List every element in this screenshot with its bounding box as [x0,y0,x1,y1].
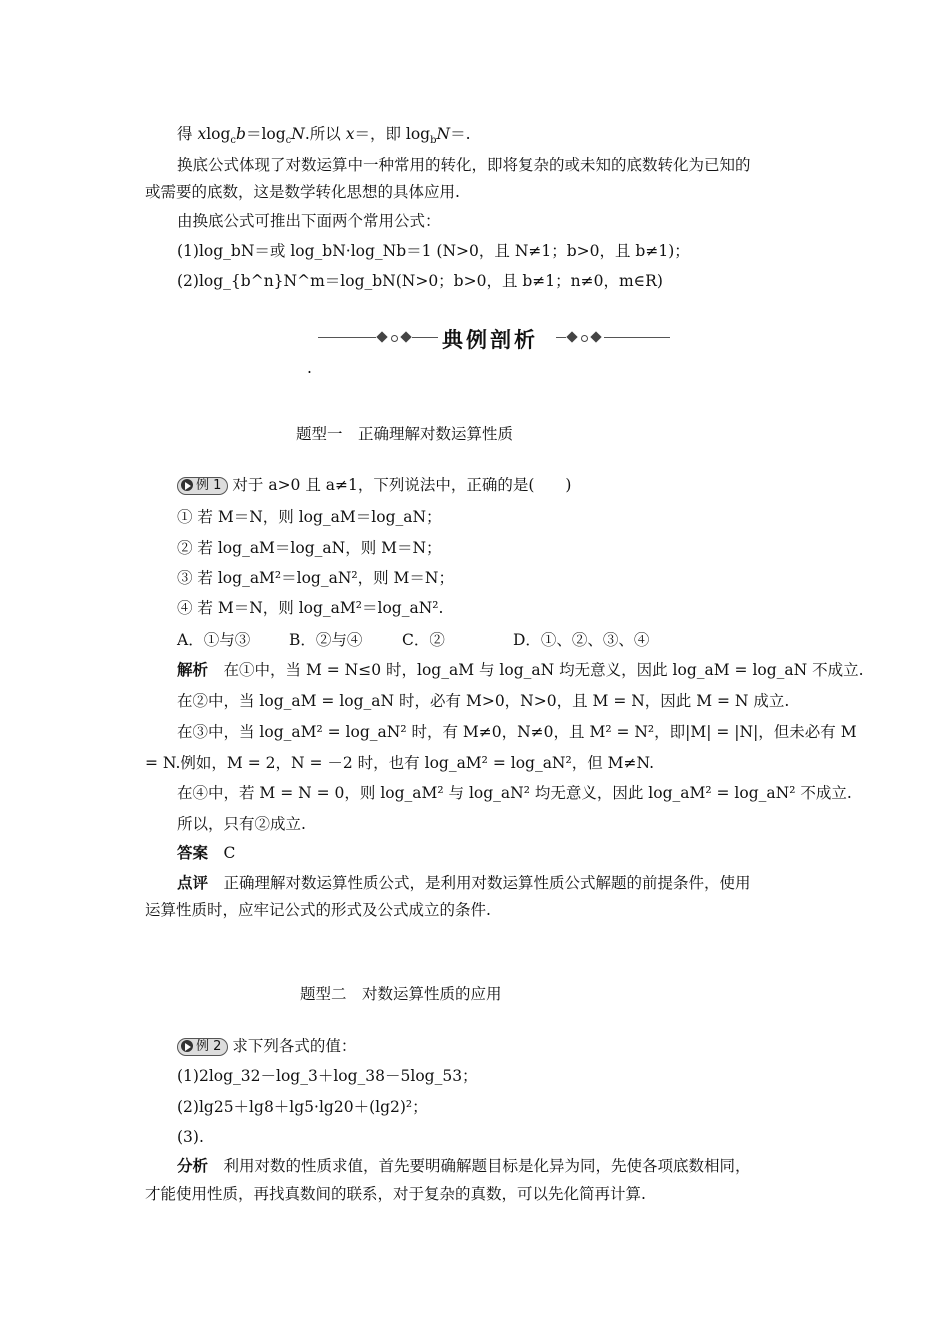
example1-tag: 例 1 [177,477,228,495]
example1-option-b: B．②与④ [289,631,363,649]
banner-diamond [566,331,577,342]
banner-dot [391,335,398,342]
banner-diamond [400,331,411,342]
example1-item-4: ④ 若 M＝N，则 log_aM²＝log_aN². [177,599,444,617]
section2-heading: 题型二 对数运算性质的应用 [300,985,502,1003]
answer-label: 答案 [177,843,209,862]
banner-diamond [376,331,387,342]
banner-rule-right [604,337,670,338]
example1-option-c: C．② [402,631,445,649]
banner-rule [412,337,438,338]
example2-analysis-line-1: 分析 利用对数的性质求值，首先要明确解题目标是化异为同，先使各项底数相同， [177,1156,751,1175]
example1-question: 例 1 对于 a>0 且 a≠1，下列说法中，正确的是( ) [177,475,571,495]
analysis-line-1: 解析 在①中，当 M = N≤0 时，log_aM 与 log_aN 均无意义，因此 log_aM = log_aN 不成立. [177,660,864,679]
stray-dot: . [307,359,312,377]
comment-label: 点评 [177,873,209,892]
formula-2: (2)log_{b^n}N^m＝log_bN(N>0；b>0，且 b≠1；n≠0，m∈R) [177,272,663,290]
example1-option-a: A．①与③ [177,631,251,649]
example1-item-2: ② 若 log_aM＝log_aN，则 M＝N； [177,539,442,557]
example2-item-2: (2)lg25＋lg8＋lg5·lg20＋(lg2)²； [177,1098,428,1116]
comment-line-2: 运算性质时，应牢记公式的形式及公式成立的条件. [145,901,491,919]
example2-question: 例 2 求下列各式的值： [177,1036,356,1056]
example2-item-1: (1)2log_32－log_3＋log_38－5log_53； [177,1067,478,1085]
intro-line-1: 得 $xlog_cb=\log_cN$.所以 x＝，即 $\log_bN=$. [177,125,471,147]
section-banner [318,322,670,352]
banner-rule-left [318,337,376,338]
intro-paragraph-2a: 换底公式体现了对数运算中一种常用的转化，即将复杂的或未知的底数转化为已知的 [177,156,751,174]
banner-diamond [590,331,601,342]
intro-paragraph-3: 由换底公式可推出下面两个常用公式： [177,212,441,230]
example1-item-1: ① 若 M＝N，则 log_aM＝log_aN； [177,508,442,526]
example2-tag: 例 2 [177,1038,228,1056]
analysis-line-4: = N.例如，M = 2，N = －2 时，也有 log_aM² = log_aN²，但 M≠N. [145,754,654,772]
comment-line-1: 点评 正确理解对数运算性质公式，是利用对数运算性质公式解题的前提条件，使用 [177,873,751,892]
example1-option-d: D．①、②、③、④ [513,631,650,649]
formula-1: (1)log_bN＝或 log_bN·log_Nb＝1 (N>0，且 N≠1；b>0，且 b≠1)； [177,242,690,260]
example2-analysis-label: 分析 [177,1156,209,1175]
intro-paragraph-2b: 或需要的底数，这是数学转化思想的具体应用. [145,183,460,201]
example2-item-3: (3). [177,1128,204,1146]
analysis-line-5: 在④中，若 M = N = 0，则 log_aM² 与 log_aN² 均无意义，因此 log_aM² = log_aN² 不成立. [177,784,852,802]
analysis-line-2: 在②中，当 log_aM = log_aN 时，必有 M>0，N>0，且 M = N，因此 M = N 成立. [177,692,790,710]
analysis-line-3: 在③中，当 log_aM² = log_aN² 时，有 M≠0，N≠0，且 M² = N²，即|M| = |N|，但未必有 M [177,723,857,741]
analysis-label: 解析 [177,660,209,679]
example1-item-3: ③ 若 log_aM²＝log_aN²，则 M＝N； [177,569,454,587]
banner-title: 典例剖析 [442,328,538,352]
example2-analysis-line-2: 才能使用性质，再找真数间的联系，对于复杂的真数，可以先化简再计算. [145,1185,646,1203]
answer-line: 答案 C [177,843,236,862]
section1-heading: 题型一 正确理解对数运算性质 [296,425,514,443]
banner-dot [581,335,588,342]
analysis-line-6: 所以，只有②成立. [177,815,306,833]
banner-rule [556,337,566,338]
